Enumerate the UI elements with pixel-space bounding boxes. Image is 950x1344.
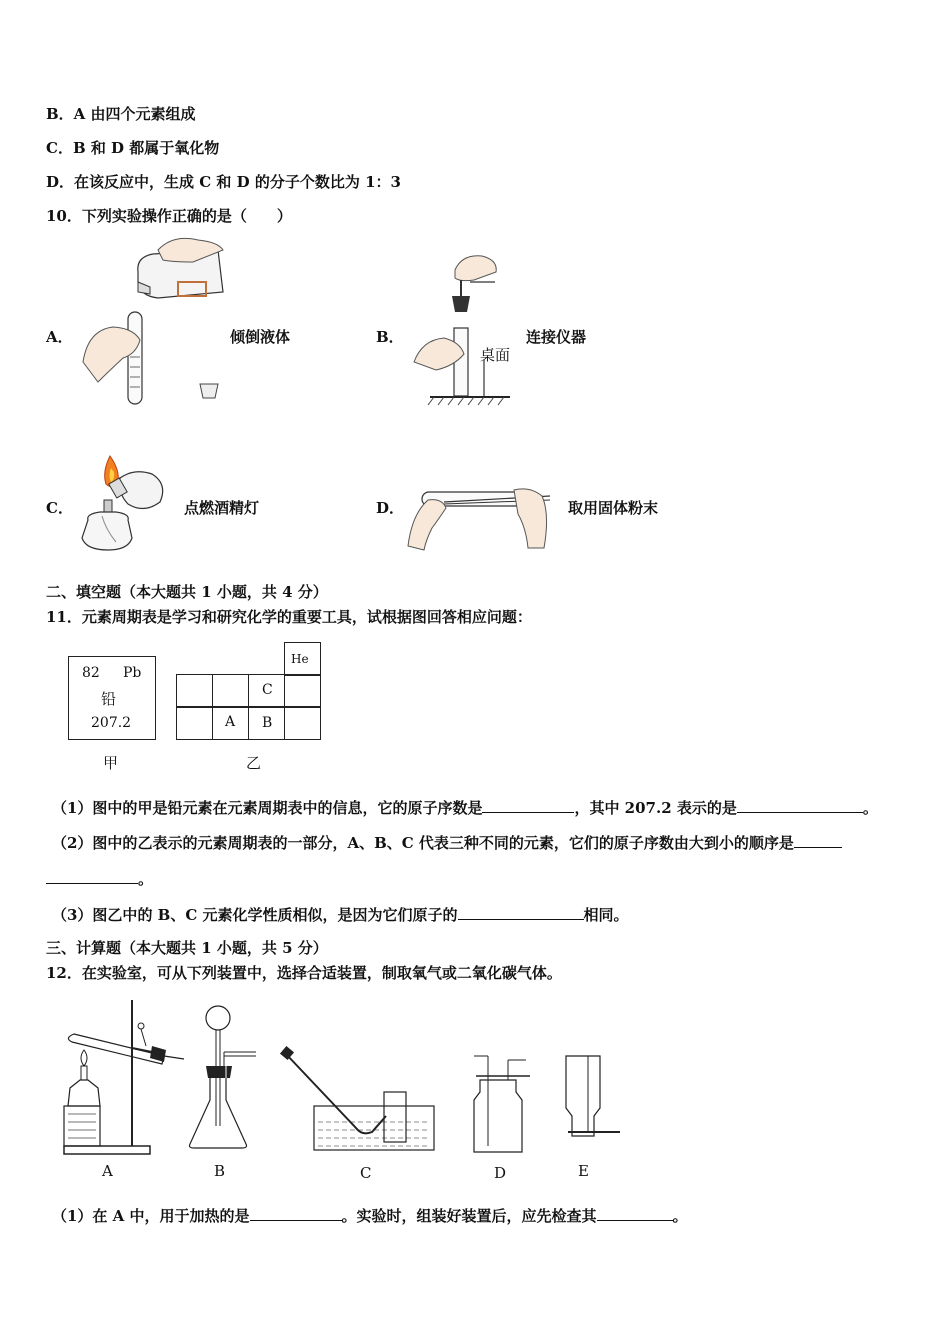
apparatus-label-e: E — [578, 1162, 589, 1180]
q10-option-d-caption: 取用固体粉末 — [568, 499, 659, 517]
answer-blank-6[interactable] — [597, 1206, 673, 1221]
element-name: 铅 — [101, 690, 117, 708]
answer-blank-4[interactable] — [458, 905, 584, 920]
apparatus-b — [190, 1006, 257, 1148]
table-surface-label: 桌面 — [480, 346, 511, 364]
lead-element-card — [68, 656, 156, 740]
q10-option-c-caption: 点燃酒精灯 — [184, 499, 260, 517]
q10-option-b-letter: B． — [376, 328, 404, 346]
answer-blank-3[interactable] — [794, 833, 842, 848]
q11-part-2: （2）图中的乙表示的元素周期表的一部分，A、B、C 代表三种不同的元素，它们的原子序数由大到小的顺序是 — [52, 832, 842, 853]
apparatus-figure — [56, 996, 636, 1186]
periodic-table-fragment — [176, 642, 320, 740]
answer-blank-3b[interactable] — [46, 869, 138, 884]
section-3-heading: 三、计算题（本大题共 1 小题，共 5 分） — [46, 939, 328, 957]
apparatus-label-b: B — [214, 1162, 226, 1180]
cell-a: A — [212, 706, 249, 740]
q9-option-d: D．在该反应中，生成 C 和 D 的分子个数比为 1：3 — [46, 173, 401, 191]
connecting-apparatus-illustration — [410, 250, 520, 410]
pouring-liquid-illustration — [78, 232, 238, 412]
q10-option-d-letter: D． — [376, 499, 405, 517]
taking-powder-illustration — [404, 484, 560, 554]
answer-blank-2[interactable] — [737, 798, 863, 813]
q11-part-1: （1）图中的甲是铅元素在元素周期表中的信息，它的原子序数是 ，其中 207.2 表示的是 。 — [52, 799, 878, 817]
q10-option-a-letter: A． — [46, 328, 73, 346]
cell-c: C — [248, 674, 285, 708]
atomic-mass: 207.2 — [91, 715, 132, 731]
section-2-heading: 二、填空题（本大题共 1 小题，共 4 分） — [46, 583, 328, 601]
q12-part-1: （1）在 A 中，用于加热的是 。实验时，组装好装置后，应先检查其 。 — [52, 1207, 688, 1225]
apparatus-c — [280, 1046, 434, 1150]
q12-stem: 12．在实验室，可从下列装置中，选择合适装置，制取氧气或二氧化碳气体。 — [46, 964, 562, 982]
q9-option-b: B．A 由四个元素组成 — [46, 105, 196, 123]
q10-option-c-letter: C． — [46, 499, 73, 517]
apparatus-e — [566, 1056, 620, 1136]
apparatus-a — [64, 1000, 184, 1154]
apparatus-d — [474, 1056, 530, 1152]
apparatus-label-d: D — [494, 1164, 507, 1182]
q11-part-3: （3）图乙中的 B、C 元素化学性质相似，是因为它们原子的 相同。 — [52, 906, 629, 924]
lighting-alcohol-lamp-illustration — [72, 450, 172, 556]
q11-part-2-continued: 。 — [46, 868, 153, 889]
element-symbol: Pb — [123, 665, 142, 681]
q10-stem: 10．下列实验操作正确的是（ ） — [46, 207, 292, 225]
answer-blank-1[interactable] — [482, 798, 574, 813]
apparatus-label-a: A — [102, 1162, 113, 1180]
figure-label-jia: 甲 — [103, 754, 119, 772]
cell-b: B — [248, 706, 285, 740]
q9-option-c: C．B 和 D 都属于氧化物 — [46, 139, 220, 157]
apparatus-label-c: C — [360, 1164, 372, 1182]
q11-stem: 11．元素周期表是学习和研究化学的重要工具，试根据图回答相应问题： — [46, 608, 532, 626]
figure-label-yi: 乙 — [246, 754, 262, 772]
answer-blank-5[interactable] — [250, 1206, 342, 1221]
atomic-number: 82 — [82, 665, 100, 681]
cell-he: He — [284, 642, 321, 676]
q10-option-b-caption: 连接仪器 — [526, 328, 587, 346]
q10-option-a-caption: 倾倒液体 — [230, 328, 291, 346]
